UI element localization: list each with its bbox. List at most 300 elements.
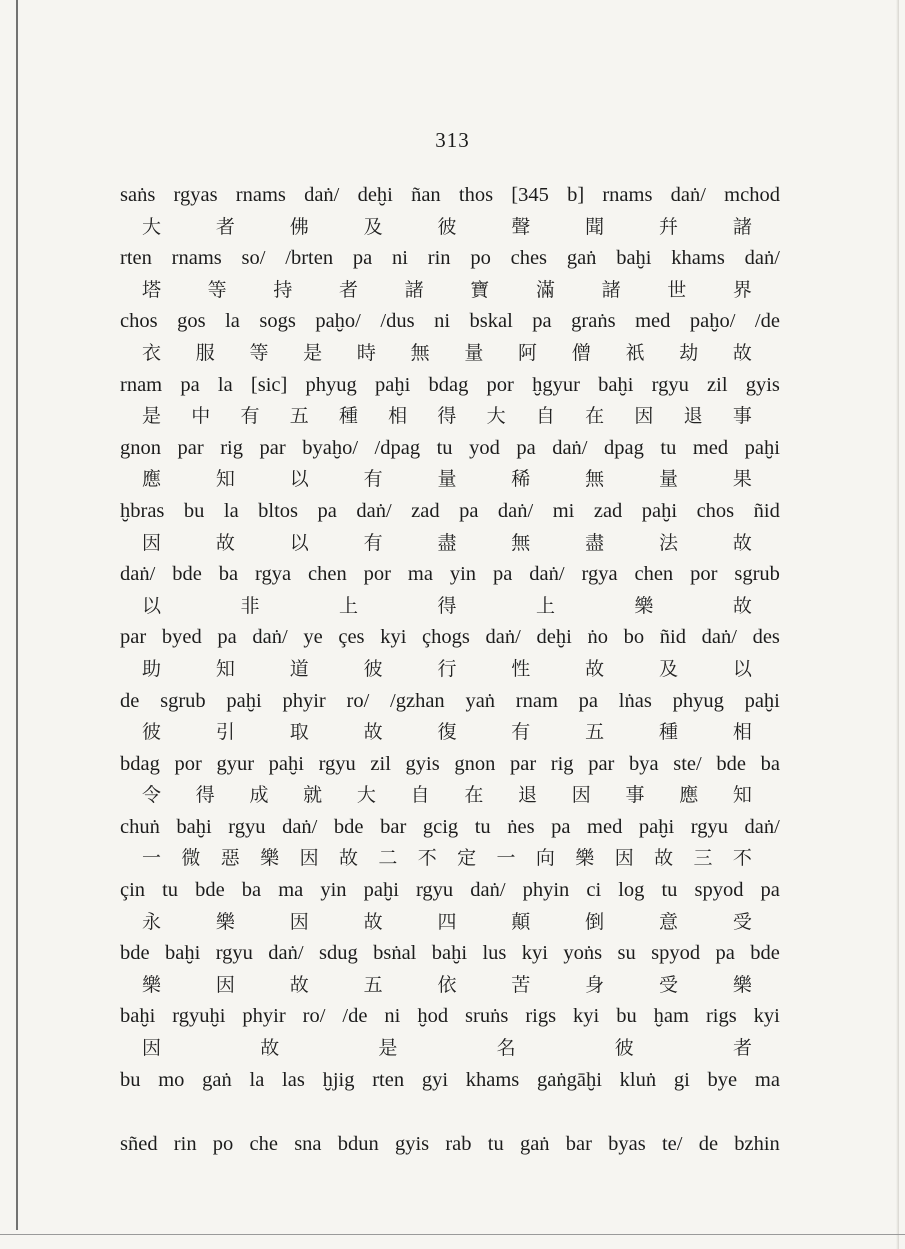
chinese-gloss-line bbox=[120, 780, 780, 812]
tibetan-word: med bbox=[692, 436, 729, 459]
chinese-char: 諸 bbox=[404, 278, 424, 301]
chinese-char: 不 bbox=[732, 847, 752, 870]
tibetan-word: kyi bbox=[573, 1005, 600, 1028]
tibetan-word: la bbox=[249, 1068, 265, 1091]
chinese-gloss-line bbox=[120, 275, 780, 307]
tibetan-word: rnams bbox=[602, 184, 653, 206]
chinese-char: 種 bbox=[338, 405, 358, 428]
chinese-char: 盡 bbox=[437, 531, 457, 554]
tibetan-word: ste/ bbox=[673, 752, 702, 775]
chinese-char: 者 bbox=[338, 278, 358, 301]
chinese-char: 身 bbox=[585, 973, 605, 996]
tibetan-word: ḫbras bbox=[120, 499, 165, 522]
tibetan-word: po bbox=[470, 247, 491, 270]
tibetan-word: baḫi bbox=[431, 942, 468, 965]
chinese-char: 受 bbox=[659, 973, 679, 996]
chinese-char: 應 bbox=[142, 468, 162, 491]
chinese-char: 意 bbox=[659, 910, 679, 933]
tibetan-word: ro/ bbox=[346, 689, 370, 712]
tibetan-word: ḫjig bbox=[322, 1068, 355, 1091]
chinese-char: 種 bbox=[659, 721, 679, 744]
chinese-char: 復 bbox=[437, 721, 457, 744]
tibetan-word: paḫi bbox=[638, 815, 675, 838]
chinese-char: 衣 bbox=[142, 341, 162, 364]
tibetan-word: zil bbox=[370, 752, 391, 775]
tibetan-word: ye bbox=[303, 626, 323, 649]
chinese-char: 聲 bbox=[511, 215, 531, 238]
tibetan-word: por bbox=[486, 373, 514, 396]
chinese-char: 故 bbox=[585, 657, 605, 680]
tibetan-word: pa bbox=[317, 499, 337, 522]
chinese-char: 故 bbox=[732, 594, 752, 617]
tibetan-word: byas bbox=[608, 1133, 646, 1156]
tibetan-word: daṅ/ bbox=[552, 436, 588, 459]
tibetan-word: [345 bbox=[511, 184, 549, 206]
chinese-char: 是 bbox=[303, 341, 323, 364]
tibetan-word: daṅ/ bbox=[670, 184, 706, 206]
tibetan-word: rigs bbox=[705, 1005, 737, 1028]
chinese-char: 因 bbox=[614, 847, 634, 870]
tibetan-word: bar bbox=[565, 1133, 592, 1156]
chinese-char: 應 bbox=[679, 784, 699, 807]
chinese-char: 中 bbox=[191, 405, 211, 428]
chinese-char: 得 bbox=[437, 405, 457, 428]
tibetan-word: par bbox=[259, 436, 286, 459]
tibetan-word: tu bbox=[660, 436, 677, 459]
tibetan-word: sogs bbox=[259, 310, 296, 333]
tibetan-word: por bbox=[363, 563, 391, 586]
chinese-gloss-line bbox=[120, 970, 780, 1002]
tibetan-word: daṅ/ bbox=[485, 626, 521, 649]
chinese-char: 及 bbox=[659, 657, 679, 680]
chinese-char: 者 bbox=[215, 215, 235, 238]
chinese-char: 諸 bbox=[732, 215, 752, 238]
tibetan-word: ḫgyur bbox=[532, 373, 580, 396]
tibetan-word: bdag bbox=[428, 373, 469, 396]
tibetan-line bbox=[120, 812, 780, 844]
chinese-char: 諸 bbox=[601, 278, 621, 301]
chinese-char: 二 bbox=[378, 847, 398, 870]
tibetan-word: saṅs bbox=[120, 184, 156, 206]
chinese-char: 滿 bbox=[535, 278, 555, 301]
tibetan-word: daṅ/ bbox=[252, 626, 288, 649]
tibetan-word: rgya bbox=[581, 563, 618, 586]
chinese-char: 量 bbox=[464, 341, 484, 364]
chinese-char: 彼 bbox=[142, 721, 162, 744]
chinese-char: 世 bbox=[667, 278, 687, 301]
tibetan-word: spyod bbox=[651, 942, 701, 965]
tibetan-word: ni bbox=[392, 247, 408, 270]
tibetan-word: /de bbox=[342, 1005, 368, 1028]
tibetan-word: bu bbox=[120, 1068, 141, 1091]
tibetan-word: rten bbox=[120, 247, 152, 270]
tibetan-word: rigs bbox=[525, 1005, 557, 1028]
tibetan-word: daṅ/ bbox=[529, 563, 565, 586]
tibetan-word: yoṅs bbox=[563, 942, 603, 965]
tibetan-word: daṅ/ bbox=[304, 184, 340, 206]
chinese-char: 五 bbox=[585, 721, 605, 744]
chinese-char: 五 bbox=[289, 405, 309, 428]
tibetan-word: kyi bbox=[380, 626, 407, 649]
tibetan-word: gi bbox=[673, 1068, 690, 1091]
tibetan-word: bzhin bbox=[734, 1133, 780, 1156]
tibetan-word: tu bbox=[661, 879, 678, 902]
chinese-char: 等 bbox=[249, 341, 269, 364]
tibetan-word: phyin bbox=[522, 879, 570, 902]
tibetan-word: gyis bbox=[394, 1133, 430, 1156]
chinese-char: 大 bbox=[486, 405, 506, 428]
tibetan-line bbox=[120, 370, 780, 402]
tibetan-word: rgyu bbox=[651, 373, 689, 396]
tibetan-word: te/ bbox=[661, 1133, 683, 1156]
tibetan-word: /gzhan bbox=[390, 689, 445, 712]
chinese-char: 因 bbox=[634, 405, 654, 428]
tibetan-line bbox=[120, 559, 780, 591]
tibetan-word: zad bbox=[411, 499, 440, 522]
tibetan-word: rgyuḫi bbox=[172, 1005, 226, 1028]
tibetan-word: mi bbox=[552, 499, 575, 522]
tibetan-word: gyur bbox=[216, 752, 255, 775]
tibetan-word: rgyu bbox=[318, 752, 356, 775]
tibetan-word: spyod bbox=[694, 879, 744, 902]
tibetan-word: sdug bbox=[318, 942, 358, 965]
chinese-char: 聞 bbox=[585, 215, 605, 238]
tibetan-word: ma bbox=[407, 563, 433, 586]
tibetan-word: çin bbox=[120, 879, 146, 902]
chinese-char: 無 bbox=[410, 341, 430, 364]
tibetan-word: las bbox=[282, 1068, 305, 1091]
tibetan-word: kyi bbox=[753, 1005, 780, 1028]
chinese-char: 相 bbox=[732, 721, 752, 744]
tibetan-word: che bbox=[249, 1133, 278, 1156]
chinese-char: 無 bbox=[511, 531, 531, 554]
tibetan-word: des bbox=[752, 626, 780, 649]
tibetan-word: baḫi bbox=[165, 942, 201, 965]
tibetan-word: kluṅ bbox=[619, 1068, 657, 1091]
tibetan-word: bde bbox=[120, 942, 150, 965]
chinese-char: 因 bbox=[142, 531, 162, 554]
tibetan-word: gnon bbox=[454, 752, 496, 775]
chinese-char: 有 bbox=[240, 405, 260, 428]
tibetan-word: bde bbox=[750, 942, 780, 965]
tibetan-word: gaṅ bbox=[566, 247, 597, 270]
tibetan-word: daṅ/ bbox=[497, 499, 534, 522]
tibetan-word: tu bbox=[487, 1133, 504, 1156]
tibetan-word: rgyu bbox=[415, 879, 454, 902]
chinese-char: 引 bbox=[215, 721, 235, 744]
tibetan-word: mchod bbox=[724, 184, 780, 206]
tibetan-word: phyir bbox=[282, 689, 326, 712]
chinese-char: 四 bbox=[437, 910, 457, 933]
chinese-char: 惡 bbox=[220, 847, 240, 870]
tibetan-word: pa bbox=[180, 373, 200, 396]
chinese-char: 故 bbox=[215, 531, 235, 554]
chinese-char: 祇 bbox=[625, 341, 645, 364]
tibetan-word: tu bbox=[162, 879, 179, 902]
page-number: 313 bbox=[435, 128, 470, 152]
chinese-gloss-line bbox=[120, 338, 780, 370]
tibetan-word: pa bbox=[217, 626, 237, 649]
tibetan-word: gyis bbox=[745, 373, 780, 396]
tibetan-word: rnams bbox=[235, 184, 286, 206]
tibetan-word: bde bbox=[172, 563, 202, 586]
chinese-char: 界 bbox=[732, 278, 752, 301]
chinese-char: 得 bbox=[437, 594, 457, 617]
chinese-char: 微 bbox=[181, 847, 201, 870]
tibetan-word: paḫo/ bbox=[315, 310, 361, 333]
tibetan-word: sruṅs bbox=[465, 1005, 509, 1028]
chinese-char: 大 bbox=[142, 215, 162, 238]
chinese-char: 故 bbox=[289, 973, 309, 996]
tibetan-word: pa bbox=[459, 499, 479, 522]
tibetan-word: ba bbox=[760, 752, 780, 775]
chinese-char: 以 bbox=[289, 531, 309, 554]
tibetan-word: rin bbox=[427, 247, 451, 270]
tibetan-line bbox=[120, 622, 780, 654]
tibetan-word: ni bbox=[384, 1005, 401, 1028]
tibetan-word: log bbox=[618, 879, 645, 902]
chinese-char: 上 bbox=[535, 594, 555, 617]
tibetan-word: de bbox=[120, 689, 140, 712]
chinese-char: 有 bbox=[363, 531, 383, 554]
chinese-char: 倒 bbox=[585, 910, 605, 933]
tibetan-word: chos bbox=[120, 310, 158, 333]
tibetan-word: deḫi bbox=[536, 626, 572, 649]
tibetan-word: bde bbox=[195, 879, 225, 902]
tibetan-word: sgrub bbox=[160, 689, 206, 712]
tibetan-word: ci bbox=[586, 879, 602, 902]
chinese-char: 不 bbox=[417, 847, 437, 870]
scan-bottom-edge bbox=[0, 1234, 905, 1235]
chinese-char: 在 bbox=[585, 405, 605, 428]
chinese-char: 事 bbox=[625, 784, 645, 807]
chinese-char: 量 bbox=[659, 468, 679, 491]
chinese-char: 因 bbox=[215, 973, 235, 996]
chinese-char: 一 bbox=[142, 847, 162, 870]
chinese-char: 助 bbox=[142, 657, 162, 680]
chinese-char: 佛 bbox=[289, 215, 309, 238]
chinese-char: 成 bbox=[249, 784, 269, 807]
chinese-gloss-line bbox=[120, 591, 780, 623]
chinese-gloss-line bbox=[120, 401, 780, 433]
tibetan-word: paḫo/ bbox=[689, 310, 736, 333]
chinese-char: 幷 bbox=[659, 215, 679, 238]
tibetan-word: pa bbox=[492, 563, 513, 586]
chinese-char: 樂 bbox=[215, 910, 235, 933]
tibetan-line bbox=[120, 243, 780, 275]
tibetan-word: med bbox=[587, 815, 623, 838]
tibetan-word: khams bbox=[671, 247, 725, 270]
tibetan-word: gyi bbox=[421, 1068, 449, 1091]
chinese-char: 自 bbox=[535, 405, 555, 428]
tibetan-word: so/ bbox=[241, 247, 266, 270]
chinese-char: 劫 bbox=[679, 341, 699, 364]
scan-left-edge bbox=[16, 0, 18, 1230]
tibetan-word: paḫi bbox=[744, 436, 780, 459]
tibetan-word: por bbox=[174, 752, 202, 775]
chinese-gloss-line bbox=[120, 654, 780, 686]
tibetan-word: daṅ/ bbox=[282, 815, 318, 838]
chinese-char: 時 bbox=[356, 341, 376, 364]
tibetan-word: thos bbox=[458, 184, 494, 206]
chinese-char: 五 bbox=[363, 973, 383, 996]
chinese-char: 行 bbox=[437, 657, 457, 680]
tibetan-word: sna bbox=[294, 1133, 322, 1156]
tibetan-word: de bbox=[698, 1133, 719, 1156]
tibetan-word: ba bbox=[218, 563, 239, 586]
chinese-gloss-line bbox=[120, 843, 780, 875]
tibetan-line bbox=[120, 306, 780, 338]
chinese-char: 稀 bbox=[511, 468, 531, 491]
tibetan-word: pa bbox=[352, 247, 373, 270]
tibetan-line bbox=[120, 496, 780, 528]
chinese-char: 取 bbox=[289, 721, 309, 744]
chinese-char: 樂 bbox=[260, 847, 280, 870]
chinese-char: 服 bbox=[195, 341, 215, 364]
tibetan-word: bu bbox=[616, 1005, 637, 1028]
tibetan-word: chen bbox=[308, 563, 347, 586]
tibetan-word: paḫi bbox=[641, 499, 678, 522]
chinese-char: 事 bbox=[732, 405, 752, 428]
tibetan-word: deḫi bbox=[357, 184, 393, 206]
tibetan-word: paḫi bbox=[226, 689, 262, 712]
tibetan-line bbox=[120, 938, 780, 970]
tibetan-word: ro/ bbox=[302, 1005, 326, 1028]
chinese-char: 道 bbox=[289, 657, 309, 680]
tibetan-word: [sic] bbox=[250, 373, 288, 396]
tibetan-word: rgyu bbox=[215, 942, 253, 965]
tibetan-word: chuṅ bbox=[120, 815, 160, 838]
chinese-char: 故 bbox=[363, 721, 383, 744]
tibetan-word: phyug bbox=[672, 689, 724, 712]
chinese-char: 有 bbox=[511, 721, 531, 744]
tibetan-word: bdun bbox=[337, 1133, 379, 1156]
tibetan-word: daṅ/ bbox=[356, 499, 392, 522]
tibetan-word: baḫi bbox=[598, 373, 634, 396]
chinese-gloss-line bbox=[120, 717, 780, 749]
tibetan-word: bya bbox=[629, 752, 659, 775]
chinese-char: 自 bbox=[410, 784, 430, 807]
tibetan-word: pa bbox=[551, 815, 571, 838]
chinese-char: 受 bbox=[732, 910, 752, 933]
chinese-char: 知 bbox=[215, 657, 235, 680]
tibetan-word: gyis bbox=[405, 752, 440, 775]
chinese-char: 因 bbox=[571, 784, 591, 807]
tibetan-word: çes bbox=[338, 626, 365, 649]
tibetan-word: yin bbox=[320, 879, 347, 902]
tibetan-word: baḫi bbox=[120, 1005, 156, 1028]
tibetan-word: /dus bbox=[380, 310, 415, 333]
tibetan-word: graṅs bbox=[571, 310, 616, 333]
tibetan-word: ṅes bbox=[507, 815, 535, 838]
chinese-char: 以 bbox=[289, 468, 309, 491]
chinese-char: 持 bbox=[273, 278, 293, 301]
tibetan-word: byed bbox=[161, 626, 202, 649]
tibetan-word: b] bbox=[567, 184, 585, 206]
chinese-char: 相 bbox=[388, 405, 408, 428]
chinese-char: 因 bbox=[299, 847, 319, 870]
tibetan-word: baḫi bbox=[616, 247, 652, 270]
chinese-char: 大 bbox=[356, 784, 376, 807]
tibetan-word: rnam bbox=[120, 373, 163, 396]
tibetan-word: phyir bbox=[242, 1005, 286, 1028]
chinese-char: 者 bbox=[732, 1037, 752, 1060]
tibetan-word: sñed bbox=[120, 1133, 158, 1156]
tibetan-word: tu bbox=[436, 436, 453, 459]
tibetan-word: ñid bbox=[659, 626, 686, 649]
tibetan-word: med bbox=[635, 310, 671, 333]
tibetan-word: gaṅgāḫi bbox=[537, 1068, 602, 1091]
chinese-char: 名 bbox=[496, 1037, 516, 1060]
tibetan-word: rgyu bbox=[228, 815, 266, 838]
chinese-char: 及 bbox=[363, 215, 383, 238]
chinese-char: 彼 bbox=[614, 1037, 634, 1060]
tibetan-word: rab bbox=[445, 1133, 472, 1156]
tibetan-word: byaḫo/ bbox=[302, 436, 359, 459]
tibetan-word: ṅo bbox=[587, 626, 608, 649]
chinese-char: 樂 bbox=[634, 594, 654, 617]
tibetan-word: lus bbox=[482, 942, 507, 965]
tibetan-word: rgyas bbox=[173, 184, 218, 206]
tibetan-word: rgyu bbox=[690, 815, 728, 838]
chinese-char: 故 bbox=[260, 1037, 280, 1060]
text-body bbox=[120, 180, 780, 1161]
chinese-char: 樂 bbox=[732, 973, 752, 996]
tibetan-word: gnon bbox=[120, 436, 161, 459]
chinese-char: 令 bbox=[142, 784, 162, 807]
tibetan-word: pa bbox=[715, 942, 735, 965]
tibetan-line bbox=[120, 1065, 780, 1097]
tibetan-word: bde bbox=[716, 752, 746, 775]
tibetan-word: par bbox=[120, 626, 147, 649]
chinese-char: 故 bbox=[732, 341, 752, 364]
tibetan-word: par bbox=[509, 752, 537, 775]
chinese-char: 寶 bbox=[470, 278, 490, 301]
chinese-char: 以 bbox=[142, 594, 162, 617]
chinese-char: 因 bbox=[142, 1037, 162, 1060]
tibetan-word: rig bbox=[220, 436, 243, 459]
chinese-char: 得 bbox=[195, 784, 215, 807]
chinese-gloss-line bbox=[120, 907, 780, 939]
chinese-char: 知 bbox=[215, 468, 235, 491]
tibetan-word: ḫam bbox=[653, 1005, 689, 1028]
tibetan-word: /de bbox=[754, 310, 780, 333]
tibetan-word: la bbox=[223, 499, 239, 522]
tibetan-word: ñan bbox=[411, 184, 441, 206]
chinese-char: 樂 bbox=[142, 973, 162, 996]
chinese-char: 塔 bbox=[142, 278, 162, 301]
chinese-gloss-line bbox=[120, 212, 780, 244]
tibetan-word: pa bbox=[578, 689, 599, 712]
chinese-char: 量 bbox=[437, 468, 457, 491]
tibetan-word: khams bbox=[465, 1068, 520, 1091]
chinese-char: 一 bbox=[496, 847, 516, 870]
chinese-char: 永 bbox=[142, 910, 162, 933]
chinese-char: 以 bbox=[732, 657, 752, 680]
tibetan-word: daṅ/ bbox=[120, 563, 156, 586]
tibetan-line bbox=[120, 686, 780, 718]
tibetan-word: bsṅal bbox=[373, 942, 417, 965]
tibetan-word: rnam bbox=[515, 689, 558, 712]
tibetan-word: rten bbox=[372, 1068, 405, 1091]
chinese-char: 依 bbox=[437, 973, 457, 996]
scan-right-edge bbox=[896, 0, 899, 1249]
tibetan-word: rin bbox=[173, 1133, 197, 1156]
tibetan-word: rnams bbox=[171, 247, 222, 270]
tibetan-word: yod bbox=[469, 436, 500, 459]
chinese-gloss-line bbox=[120, 1033, 780, 1065]
tibetan-word: mo bbox=[158, 1068, 185, 1091]
